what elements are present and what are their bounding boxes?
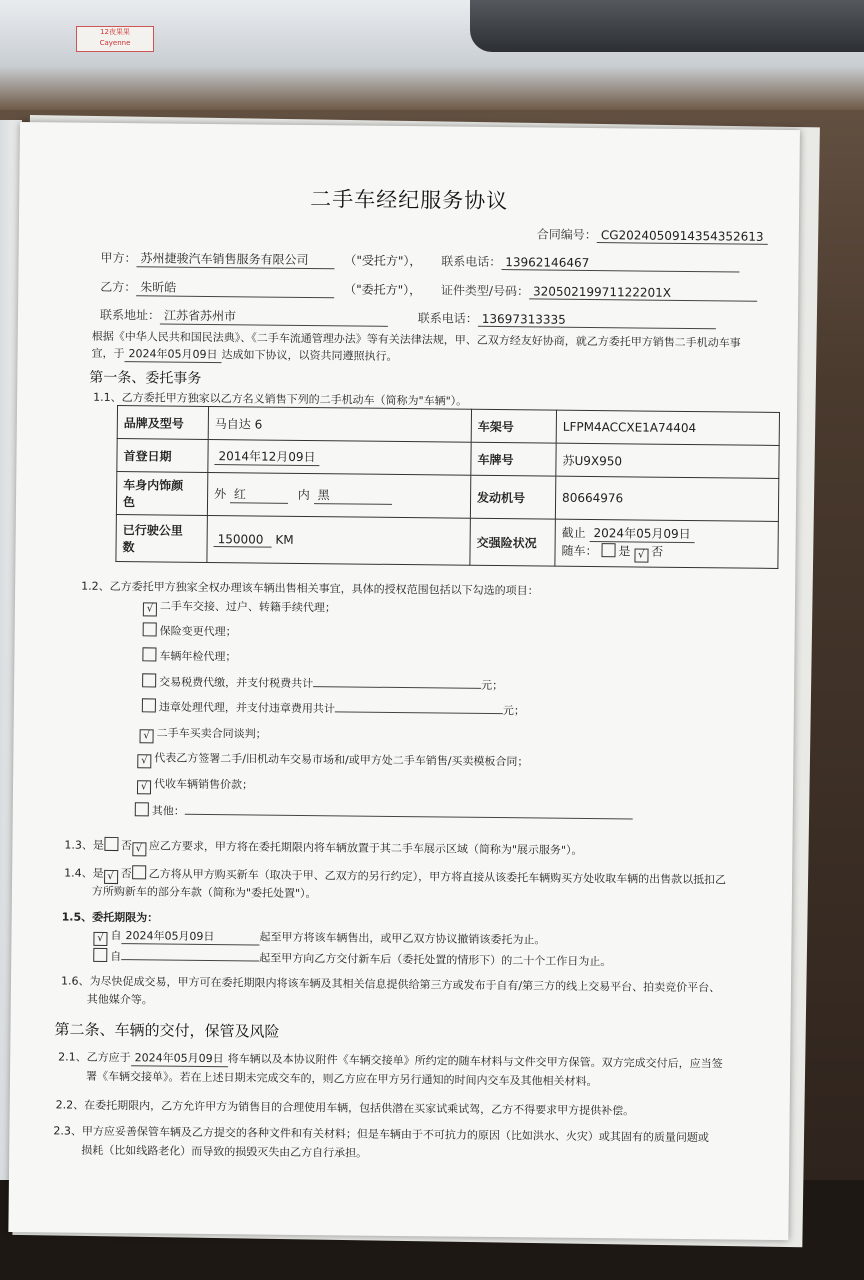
checkbox[interactable] xyxy=(143,622,157,636)
clause-1-4-line-2: 方所购新车的部分车款（简称为"委托处置"）。 xyxy=(91,884,317,901)
brand-label: 品牌及型号 xyxy=(117,406,208,440)
checkbox[interactable] xyxy=(142,647,156,661)
insurance-no-checkbox[interactable]: √ xyxy=(634,548,648,562)
list-item: √ 二手车买卖合同谈判； xyxy=(140,724,267,744)
plate-label: 车牌号 xyxy=(471,442,556,476)
term-option-2-checkbox[interactable] xyxy=(93,948,107,962)
list-item: 其他： xyxy=(135,801,633,823)
clause-1-4: 1.4、是 √ 否 乙方将从甲方购买新车（取决于甲、乙双方的另行约定），甲方将直接从该委托车辆购买方处收取车辆的出售款以抵扣乙 xyxy=(64,866,727,887)
color-label: 车身内饰颜 色 xyxy=(116,472,207,516)
list-item: √ 二手车交接、过户、转籍手续代理； xyxy=(143,597,336,618)
contract-document xyxy=(8,122,800,1240)
engine-label: 发动机号 xyxy=(470,475,555,519)
term-option-2: 自 起至甲方向乙方交付新车后（委托处置的情形下）的二十个工作日为止。 xyxy=(93,947,611,969)
section-2-title: 第二条、车辆的交付，保管及风险 xyxy=(54,1020,280,1041)
clause-1-4-yes-checkbox[interactable]: √ xyxy=(104,870,118,884)
term-option-1: √ 自 2024年05月09日 起至甲方将该车辆售出，或甲乙双方协议撤销该委托为止。 xyxy=(93,927,545,951)
insurance-label: 交强险状况 xyxy=(470,518,555,566)
clause-2-3-line-2: 损耗（比如线路老化）而导致的损毁灭失由乙方自行承担。 xyxy=(81,1143,368,1160)
address-row: 联系地址： 江苏省苏州市 联系电话： 13697313335 xyxy=(100,306,716,330)
device-on-desk xyxy=(470,0,864,52)
clause-1-3-no-checkbox[interactable]: √ xyxy=(132,842,146,856)
mileage-label: 已行驶公里 数 xyxy=(116,515,207,563)
clause-1-1: 1.1、乙方委托甲方独家以乙方名义销售下列的二手机动车（简称为"车辆"）。 xyxy=(93,390,468,408)
list-item: 违章处理代理，并支付违章费用共计 元； xyxy=(142,697,525,718)
sticker-label: 12夜果果 Cayenne xyxy=(76,26,154,52)
list-item: 保险变更代理； xyxy=(143,622,237,639)
section-1-title: 第一条、委托事务 xyxy=(89,369,202,387)
table-row xyxy=(116,515,778,569)
clause-1-6: 1.6、为尽快促成交易，甲方可在委托期限内将该车辆及其相关信息提供给第三方或发布于自有/第三方的线上交易平台、拍卖竞价平台、 xyxy=(60,974,721,995)
term-option-1-checkbox[interactable]: √ xyxy=(93,932,107,946)
checkbox[interactable]: √ xyxy=(140,729,154,743)
clause-1-3-yes-checkbox[interactable] xyxy=(104,837,118,851)
list-item: 车辆年检代理； xyxy=(142,647,236,664)
clause-2-1: 2.1、乙方应于 2024年05月09日 将车辆以及本协议附件《车辆交接单》所约定的随车材料与文件交甲方保管。双方完成交付后，应当签 xyxy=(58,1050,723,1071)
list-item: √ 代收车辆销售价款； xyxy=(137,775,253,795)
mileage-value: 150000 KM xyxy=(207,515,470,565)
list-item: 交易税费代缴，并支付税费共计 元； xyxy=(142,672,503,693)
clause-1-2: 1.2、乙方委托甲方独家全权办理该车辆出售相关事宜，具体的授权范围包括以下勾选的项目： xyxy=(81,579,539,598)
list-item: √ 代表乙方签署二手/旧机动车交易市场和/或甲方处二手车销售/买卖模板合同； xyxy=(137,749,528,772)
table-row xyxy=(116,472,778,522)
contract-number: 合同编号： CG2024050914354352613 xyxy=(537,225,768,244)
document-title: 二手车经纪服务协议 xyxy=(310,187,509,214)
vehicle-info-table xyxy=(115,405,780,569)
checkbox[interactable]: √ xyxy=(143,602,157,616)
party-b-row: 乙方： 朱昕皓 （"委托方"）， 证件类型/号码： 32050219971122201X xyxy=(100,278,757,303)
reg-date-label: 首登日期 xyxy=(117,439,208,473)
clause-2-1-line-2: 署《车辆交接单》。若在上述日期未完成交车的，则乙方应在甲方另行通知的时间内交车及其他相关材料。 xyxy=(85,1069,598,1089)
intro-line-2: 宜，于 2024年05月09日 达成如下协议，以资共同遵照执行。 xyxy=(91,346,398,363)
vin-value: LFPM4ACCXE1A74404 xyxy=(556,410,779,445)
clause-1-5-title: 1.5、委托期限为： xyxy=(61,910,159,925)
checkbox[interactable] xyxy=(142,698,156,712)
plate-value: 苏U9X950 xyxy=(556,443,779,478)
checkbox[interactable] xyxy=(135,802,149,816)
insurance-value: 截止 2024年05月09日 随车： 是 √ 否 xyxy=(555,519,778,568)
contract-paper xyxy=(8,122,800,1240)
clause-1-3: 1.3、是 否 √ 应乙方要求，甲方将在委托期限内将车辆放置于其二手车展示区域（简称为"展示服务"）。 xyxy=(64,838,583,857)
brand-value: 马自达 6 xyxy=(208,406,471,442)
checkbox[interactable]: √ xyxy=(137,754,151,768)
insurance-yes-checkbox[interactable] xyxy=(601,543,615,557)
clause-2-3: 2.3、甲方应妥善保管车辆及乙方提交的各种文件和有关材料；但是车辆由于不可抗力的原因（比如洪水、火灾）或其固有的质量问题或 xyxy=(53,1124,709,1145)
color-value: 外 红 内 黑 xyxy=(207,472,470,518)
clause-1-4-no-checkbox[interactable] xyxy=(132,865,146,879)
reg-date-value: 2014年12月09日 xyxy=(208,439,471,475)
engine-value: 80664976 xyxy=(555,476,778,521)
clause-1-6-line-2: 其他媒介等。 xyxy=(86,992,153,1007)
party-a-row: 甲方： 苏州捷骏汽车销售服务有限公司 （"受托方"）， 联系电话： 13962146467 xyxy=(100,249,739,274)
clause-2-2: 2.2、在委托期限内，乙方允许甲方为销售目的合理使用车辆，包括供潜在买家试乘试驾，乙方不得要求甲方提供补偿。 xyxy=(55,1098,635,1118)
checkbox[interactable]: √ xyxy=(137,780,151,794)
vin-label: 车架号 xyxy=(471,409,556,443)
checkbox[interactable] xyxy=(142,673,156,687)
intro-line-1: 根据《中华人民共和国民法典》、《二手车流通管理办法》等有关法律法规，甲、乙双方经友好协商，就乙方委托甲方销售二手机动车事 xyxy=(91,329,741,350)
